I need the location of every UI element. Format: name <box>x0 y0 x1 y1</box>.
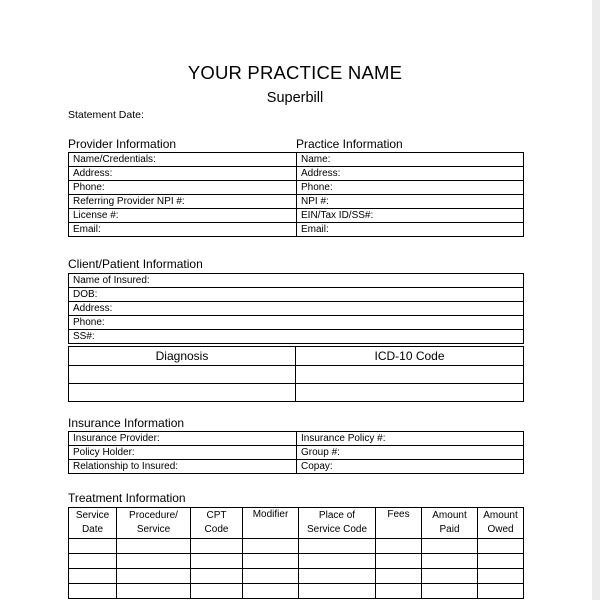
table-row <box>69 366 524 384</box>
icd-code-cell[interactable] <box>296 384 524 402</box>
table-row <box>69 167 524 181</box>
provider-phone-field[interactable]: Phone: <box>69 181 297 195</box>
fees-header: Fees <box>376 508 422 539</box>
cell[interactable] <box>69 584 117 599</box>
cell[interactable] <box>69 569 117 584</box>
cell[interactable] <box>478 569 524 584</box>
page-edge <box>592 0 600 600</box>
cell[interactable] <box>117 584 191 599</box>
treatment-info-heading: Treatment Information <box>68 491 186 505</box>
table-row <box>69 584 524 599</box>
procedure-service-header: Procedure/ Service <box>117 508 191 539</box>
table-row <box>69 274 524 288</box>
license-field[interactable]: License #: <box>69 209 297 223</box>
statement-date-label: Statement Date: <box>68 109 144 121</box>
name-of-insured-field[interactable]: Name of Insured: <box>69 274 524 288</box>
table-row <box>69 181 524 195</box>
cell[interactable] <box>243 569 299 584</box>
cell[interactable] <box>422 569 478 584</box>
cell[interactable] <box>191 584 243 599</box>
provider-email-field[interactable]: Email: <box>69 223 297 237</box>
table-row <box>69 302 524 316</box>
cell[interactable] <box>478 584 524 599</box>
cell[interactable] <box>422 539 478 554</box>
copay-field[interactable]: Copay: <box>297 460 524 474</box>
ein-tax-id-field[interactable]: EIN/Tax ID/SS#: <box>297 209 524 223</box>
cell[interactable] <box>191 539 243 554</box>
insurance-info-heading: Insurance Information <box>68 416 185 430</box>
table-row <box>69 223 524 237</box>
table-row <box>69 446 524 460</box>
cell[interactable] <box>299 554 376 569</box>
cell[interactable] <box>117 554 191 569</box>
amount-paid-header: Amount Paid <box>422 508 478 539</box>
cell[interactable] <box>117 539 191 554</box>
practice-name-field[interactable]: Name: <box>297 153 524 167</box>
modifier-header: Modifier <box>243 508 299 539</box>
provider-info-heading: Provider Information <box>68 137 177 151</box>
dob-field[interactable]: DOB: <box>69 288 524 302</box>
cell[interactable] <box>117 569 191 584</box>
practice-email-field[interactable]: Email: <box>297 223 524 237</box>
table-row <box>69 554 524 569</box>
table-row <box>69 330 524 344</box>
cell[interactable] <box>422 554 478 569</box>
cell[interactable] <box>376 554 422 569</box>
provider-practice-table <box>68 152 524 237</box>
provider-address-field[interactable]: Address: <box>69 167 297 181</box>
cell[interactable] <box>376 584 422 599</box>
table-row <box>69 153 524 167</box>
client-address-field[interactable]: Address: <box>69 302 524 316</box>
provider-name-field[interactable]: Name/Credentials: <box>69 153 297 167</box>
cell[interactable] <box>376 539 422 554</box>
cpt-code-header: CPT Code <box>191 508 243 539</box>
cell[interactable] <box>478 554 524 569</box>
diagnosis-cell[interactable] <box>69 366 296 384</box>
referring-npi-field[interactable]: Referring Provider NPI #: <box>69 195 297 209</box>
insurance-table <box>68 431 524 474</box>
insurance-provider-field[interactable]: Insurance Provider: <box>69 432 297 446</box>
table-row <box>69 209 524 223</box>
table-row <box>69 288 524 302</box>
cell[interactable] <box>299 539 376 554</box>
cell[interactable] <box>69 539 117 554</box>
policy-holder-field[interactable]: Policy Holder: <box>69 446 297 460</box>
place-of-service-header: Place of Service Code <box>299 508 376 539</box>
client-info-heading: Client/Patient Information <box>68 257 203 271</box>
insurance-policy-field[interactable]: Insurance Policy #: <box>297 432 524 446</box>
practice-npi-field[interactable]: NPI #: <box>297 195 524 209</box>
cell[interactable] <box>299 569 376 584</box>
cell[interactable] <box>243 539 299 554</box>
client-phone-field[interactable]: Phone: <box>69 316 524 330</box>
table-row <box>69 195 524 209</box>
service-date-header: Service Date <box>69 508 117 539</box>
table-row <box>69 460 524 474</box>
table-row <box>69 347 524 366</box>
cell[interactable] <box>243 584 299 599</box>
cell[interactable] <box>69 554 117 569</box>
table-row <box>69 539 524 554</box>
table-header-row <box>69 508 524 539</box>
cell[interactable] <box>299 584 376 599</box>
cell[interactable] <box>478 539 524 554</box>
cell[interactable] <box>243 554 299 569</box>
cell[interactable] <box>422 584 478 599</box>
table-row <box>69 384 524 402</box>
icd-10-header: ICD-10 Code <box>296 347 524 366</box>
table-row <box>69 432 524 446</box>
cell[interactable] <box>191 569 243 584</box>
treatment-table <box>68 507 524 599</box>
icd-code-cell[interactable] <box>296 366 524 384</box>
relationship-field[interactable]: Relationship to Insured: <box>69 460 297 474</box>
amount-owed-header: Amount Owed <box>478 508 524 539</box>
practice-address-field[interactable]: Address: <box>297 167 524 181</box>
cell[interactable] <box>191 554 243 569</box>
table-row <box>69 569 524 584</box>
superbill-subtitle: Superbill <box>266 90 324 106</box>
diagnosis-header: Diagnosis <box>69 347 296 366</box>
practice-phone-field[interactable]: Phone: <box>297 181 524 195</box>
ssn-field[interactable]: SS#: <box>69 330 524 344</box>
practice-name-title: YOUR PRACTICE NAME <box>187 62 403 83</box>
table-row <box>69 316 524 330</box>
practice-info-heading: Practice Information <box>296 137 403 151</box>
diagnosis-table <box>68 346 524 402</box>
group-number-field[interactable]: Group #: <box>297 446 524 460</box>
diagnosis-cell[interactable] <box>69 384 296 402</box>
client-info-table <box>68 273 524 344</box>
cell[interactable] <box>376 569 422 584</box>
